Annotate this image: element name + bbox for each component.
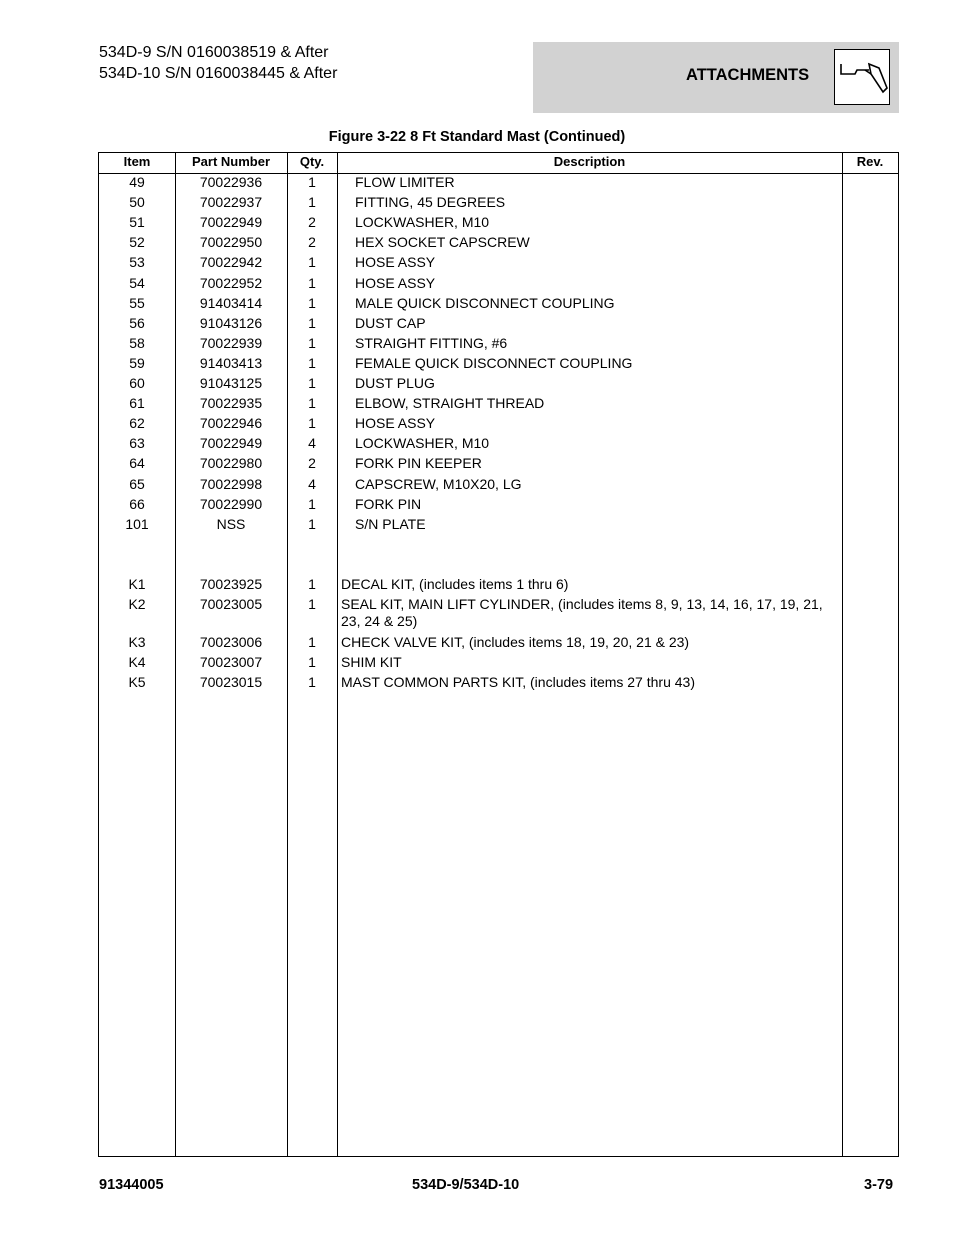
description-cell: CHECK VALVE KIT, (includes items 18, 19, 20, 21 & 23) [341, 634, 690, 650]
part-number-cell: 70023015 [199, 674, 263, 690]
part-number-cell: 70023007 [199, 654, 263, 670]
description-cell: FORK PIN [355, 495, 422, 512]
description-cell: SEAL KIT, MAIN LIFT CYLINDER, (includes items 8, 9, 13, 14, 16, 17, 19, 21, 23, 24 & 25) [341, 596, 823, 629]
qty-cell: 4 [308, 435, 316, 452]
item-cell: 62 [129, 415, 145, 432]
item-cell: K1 [128, 576, 146, 592]
description-cell: CAPSCREW, M10X20, LG [355, 475, 522, 492]
qty-cell: 1 [308, 274, 316, 291]
item-cell: 54 [129, 274, 145, 291]
description-cell: FEMALE QUICK DISCONNECT COUPLING [355, 354, 633, 371]
item-cell: 66 [129, 495, 145, 512]
description-cell: HOSE ASSY [355, 254, 436, 271]
doc-number: 91344005 [99, 1177, 164, 1193]
qty-cell: 1 [308, 354, 316, 371]
item-cell: 52 [129, 234, 145, 251]
parts-table [98, 152, 899, 1157]
item-cell: 58 [129, 334, 145, 351]
item-cell: 101 [125, 515, 149, 532]
part-number-cell: 91403414 [199, 294, 263, 311]
description-cell: S/N PLATE [355, 515, 426, 532]
item-cell: 51 [129, 214, 145, 231]
qty-cell: 1 [308, 515, 316, 532]
item-cell: 63 [129, 435, 145, 452]
attachment-tool-icon [834, 49, 890, 105]
description-cell: HOSE ASSY [355, 415, 436, 432]
part-number-cell: 70022946 [199, 415, 263, 432]
part-number-cell: NSS [216, 515, 246, 532]
model-header [99, 42, 337, 84]
description-cell: SHIM KIT [341, 654, 402, 670]
item-cell: 56 [129, 314, 145, 331]
item-cell: K3 [128, 634, 146, 650]
header-item: Item [123, 154, 151, 169]
item-cell: K5 [128, 674, 146, 690]
item-cell: 60 [129, 375, 145, 391]
item-cell: 50 [129, 194, 145, 211]
description-cell: MALE QUICK DISCONNECT COUPLING [355, 294, 615, 311]
qty-cell: 1 [308, 415, 316, 432]
qty-cell: 1 [308, 395, 316, 412]
item-cell: K4 [128, 654, 146, 670]
qty-cell: 1 [308, 294, 316, 311]
part-number-cell: 70022949 [199, 214, 263, 231]
part-number-cell: 70022936 [199, 174, 263, 190]
qty-cell: 1 [308, 334, 316, 351]
item-cell: 55 [129, 294, 145, 311]
part-number-cell: 70023925 [199, 576, 263, 592]
header-part-number: Part Number [191, 154, 271, 169]
part-number-cell: 70022952 [199, 274, 263, 291]
description-cell: FORK PIN KEEPER [355, 455, 482, 472]
part-number-cell: 70022949 [199, 435, 263, 452]
part-number-cell: 70023005 [199, 596, 263, 612]
description-cell: MAST COMMON PARTS KIT, (includes items 27 thru 43) [341, 674, 695, 690]
part-number-cell: 70022980 [199, 455, 263, 472]
qty-cell: 1 [308, 375, 316, 391]
part-number-cell: 91403413 [199, 354, 263, 371]
column-divider [842, 153, 843, 1156]
part-number-cell: 70022990 [199, 495, 263, 512]
qty-cell: 1 [308, 254, 316, 271]
item-cell: 59 [129, 354, 145, 371]
description-cell: DUST CAP [355, 314, 426, 331]
description-cell: HEX SOCKET CAPSCREW [355, 234, 530, 251]
model-line-2: 534D-10 S/N 0160038445 & After [99, 65, 338, 82]
qty-cell: 1 [308, 495, 316, 512]
description-cell: STRAIGHT FITTING, #6 [355, 334, 508, 351]
figure-title: Figure 3-22 8 Ft Standard Mast (Continued) [328, 129, 626, 145]
page-number: 3-79 [864, 1177, 894, 1193]
column-divider [337, 153, 338, 1156]
item-cell: 49 [129, 174, 145, 190]
description-cell: DECAL KIT, (includes items 1 thru 6) [341, 576, 569, 592]
qty-cell: 1 [308, 576, 316, 592]
description-cell: FLOW LIMITER [355, 174, 455, 190]
description-cell: HOSE ASSY [355, 274, 436, 291]
footer-model: 534D-9/534D-10 [412, 1177, 520, 1193]
header-qty: Qty. [299, 154, 325, 169]
description-cell: LOCKWASHER, M10 [355, 435, 490, 452]
qty-cell: 4 [308, 475, 316, 492]
header-rev: Rev. [856, 154, 884, 169]
qty-cell: 1 [308, 174, 316, 190]
part-number-cell: 70022935 [199, 395, 263, 412]
part-number-cell: 70022937 [199, 194, 263, 211]
model-line-1: 534D-9 S/N 0160038519 & After [99, 44, 329, 61]
part-number-cell: 70022939 [199, 334, 263, 351]
qty-cell: 1 [308, 634, 316, 650]
qty-cell: 1 [308, 654, 316, 670]
item-cell: 53 [129, 254, 145, 271]
description-cell: FITTING, 45 DEGREES [355, 194, 506, 211]
qty-cell: 1 [308, 314, 316, 331]
part-number-cell: 70022942 [199, 254, 263, 271]
header-description: Description [553, 154, 626, 169]
description-cell: DUST PLUG [355, 375, 435, 391]
section-banner [533, 42, 899, 113]
description-cell: LOCKWASHER, M10 [355, 214, 490, 231]
qty-cell: 1 [308, 194, 316, 211]
item-cell: 61 [129, 395, 145, 412]
part-number-cell: 70023006 [199, 634, 263, 650]
description-cell: ELBOW, STRAIGHT THREAD [355, 395, 545, 412]
part-number-cell: 91043126 [199, 314, 263, 331]
qty-cell: 2 [308, 455, 316, 472]
part-number-cell: 70022950 [199, 234, 263, 251]
item-cell: 65 [129, 475, 145, 492]
part-number-cell: 70022998 [199, 475, 263, 492]
section-title: ATTACHMENTS [686, 66, 810, 84]
qty-cell: 1 [308, 596, 316, 612]
qty-cell: 2 [308, 214, 316, 231]
qty-cell: 1 [308, 674, 316, 690]
qty-cell: 2 [308, 234, 316, 251]
item-cell: K2 [128, 596, 146, 612]
item-cell: 64 [129, 455, 145, 472]
part-number-cell: 91043125 [199, 375, 263, 391]
